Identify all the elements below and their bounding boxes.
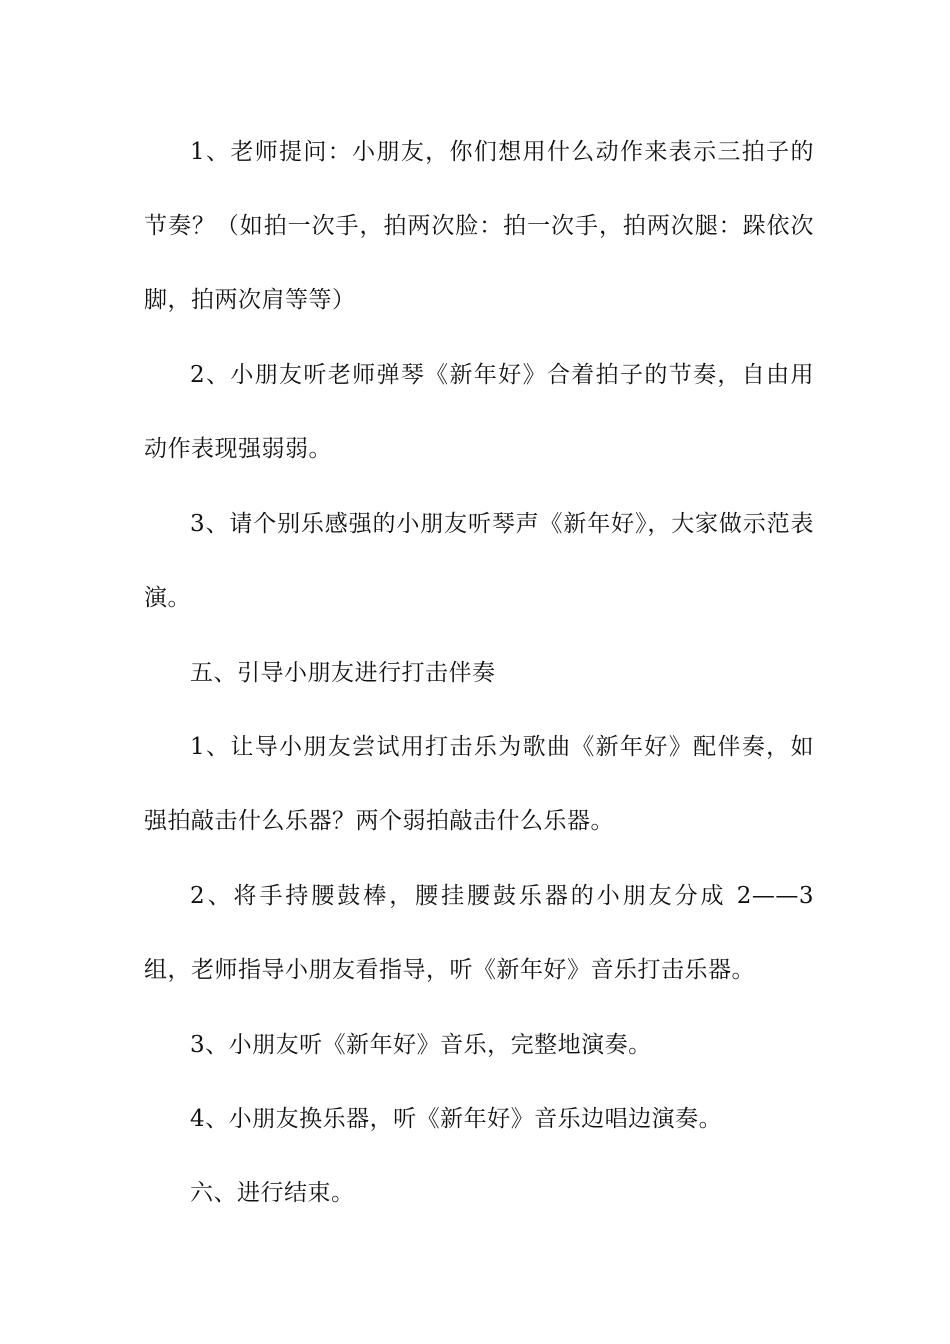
paragraph-demonstration: 3、请个别乐感强的小朋友听琴声《新年好》，大家做示范表演。 [144, 511, 814, 611]
paragraph-listen-piano: 2、小朋友听老师弹琴《新年好》合着拍子的节奏，自由用动作表现强弱弱。 [144, 362, 814, 462]
paragraph-question: 1、老师提问：小朋友，你们想用什么动作来表示三拍子的节奏？（如拍一次手，拍两次脸：拍一次手，拍两次腿：跺依次脚，拍两次肩等等） [144, 139, 814, 313]
section-heading-five: 五、引导小朋友进行打击伴奏 [190, 660, 496, 686]
section-heading-six: 六、进行结束。 [190, 1180, 355, 1206]
paragraph-percussion-try: 1、让导小朋友尝试用打击乐为歌曲《新年好》配伴奏，如强拍敲击什么乐器？两个弱拍敲击什么乐器。 [144, 734, 814, 834]
paragraph-groups: 2、将手持腰鼓棒，腰挂腰鼓乐器的小朋友分成 2——3 组，老师指导小朋友看指导，听《新年好》音乐打击乐器。 [144, 883, 814, 983]
paragraph-switch-instruments: 4、小朋友换乐器，听《新年好》音乐边唱边演奏。 [190, 1106, 723, 1132]
paragraph-full-play: 3、小朋友听《新年好》音乐，完整地演奏。 [190, 1032, 652, 1058]
